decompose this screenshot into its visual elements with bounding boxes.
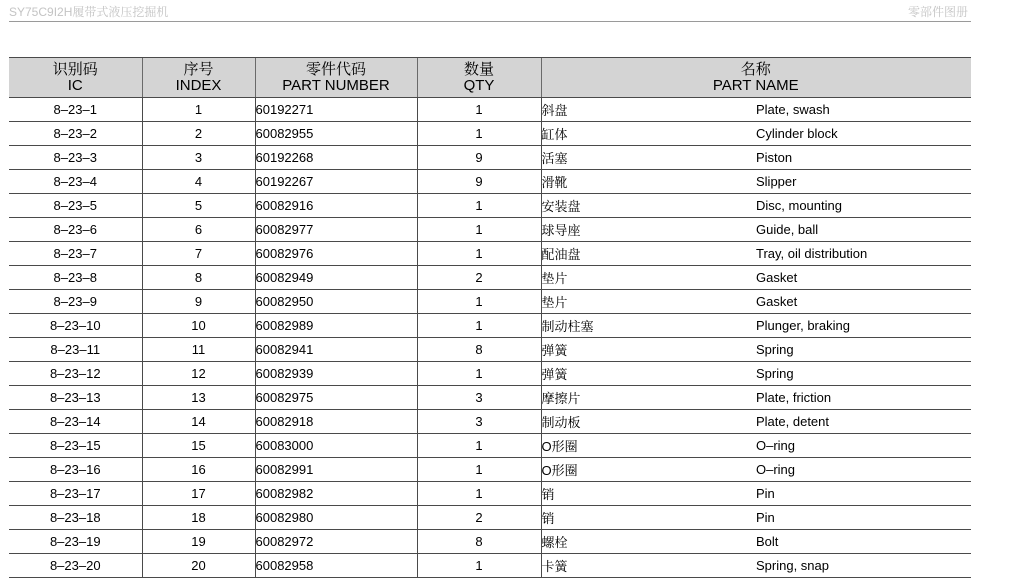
table-header-row: [9, 58, 971, 98]
cell-qty: 9: [417, 146, 541, 170]
cell-name-en: Plate, friction: [756, 386, 971, 410]
cell-name-cn: 垫片: [541, 266, 756, 290]
cell-name-cn: 弹簧: [541, 362, 756, 386]
cell-ic: 8–23–7: [9, 242, 142, 266]
cell-part-number: 60083000: [255, 434, 417, 458]
table-row: [9, 218, 971, 242]
cell-name-cn: 滑靴: [541, 170, 756, 194]
cell-part-number: 60082958: [255, 554, 417, 578]
header-part-number: [255, 58, 417, 98]
cell-qty: 1: [417, 218, 541, 242]
cell-qty: 8: [417, 530, 541, 554]
cell-name-cn: O形圈: [541, 434, 756, 458]
cell-name-cn: 活塞: [541, 146, 756, 170]
table-row: [9, 170, 971, 194]
parts-table-body: [9, 98, 971, 578]
cell-index: 11: [142, 338, 255, 362]
header-qty-en: QTY: [463, 76, 495, 94]
cell-index: 5: [142, 194, 255, 218]
cell-qty: 1: [417, 482, 541, 506]
cell-ic: 8–23–8: [9, 266, 142, 290]
header-rule: [9, 21, 971, 22]
cell-part-number: 60082977: [255, 218, 417, 242]
table-row: [9, 122, 971, 146]
header-part-name-cn: 名称: [740, 60, 771, 78]
cell-name-en: Gasket: [756, 266, 971, 290]
cell-ic: 8–23–19: [9, 530, 142, 554]
cell-part-number: 60082975: [255, 386, 417, 410]
cell-name-en: Plate, detent: [756, 410, 971, 434]
cell-name-en: Spring: [756, 362, 971, 386]
cell-name-cn: 配油盘: [541, 242, 756, 266]
cell-name-en: Slipper: [756, 170, 971, 194]
header-part-number-cn: 零件代码: [305, 60, 366, 78]
table-row: [9, 314, 971, 338]
table-row: [9, 506, 971, 530]
cell-index: 13: [142, 386, 255, 410]
parts-table: [9, 57, 971, 578]
cell-name-cn: O形圈: [541, 458, 756, 482]
table-row: [9, 98, 971, 122]
table-row: [9, 386, 971, 410]
cell-name-cn: 制动板: [541, 410, 756, 434]
cell-part-number: 60082982: [255, 482, 417, 506]
cell-name-en: Piston: [756, 146, 971, 170]
cell-index: 19: [142, 530, 255, 554]
table-row: [9, 458, 971, 482]
table-row: [9, 434, 971, 458]
cell-qty: 1: [417, 434, 541, 458]
table-row: [9, 146, 971, 170]
cell-name-cn: 安装盘: [541, 194, 756, 218]
cell-name-en: Plate, swash: [756, 98, 971, 122]
cell-qty: 8: [417, 338, 541, 362]
cell-qty: 2: [417, 506, 541, 530]
cell-index: 8: [142, 266, 255, 290]
cell-ic: 8–23–3: [9, 146, 142, 170]
cell-qty: 3: [417, 410, 541, 434]
cell-ic: 8–23–13: [9, 386, 142, 410]
cell-name-cn: 垫片: [541, 290, 756, 314]
cell-part-number: 60192267: [255, 170, 417, 194]
header-part-name-en: PART NAME: [712, 76, 799, 94]
cell-name-en: Spring: [756, 338, 971, 362]
cell-name-en: Plunger, braking: [756, 314, 971, 338]
cell-name-cn: 斜盘: [541, 98, 756, 122]
cell-index: 4: [142, 170, 255, 194]
header-ic-cn: 识别码: [52, 60, 98, 78]
cell-ic: 8–23–1: [9, 98, 142, 122]
cell-name-en: O–ring: [756, 434, 971, 458]
cell-name-en: Cylinder block: [756, 122, 971, 146]
cell-ic: 8–23–18: [9, 506, 142, 530]
table-row: [9, 290, 971, 314]
cell-part-number: 60192268: [255, 146, 417, 170]
cell-ic: 8–23–2: [9, 122, 142, 146]
cell-index: 1: [142, 98, 255, 122]
cell-name-en: Bolt: [756, 530, 971, 554]
cell-ic: 8–23–5: [9, 194, 142, 218]
cell-part-number: 60082941: [255, 338, 417, 362]
cell-name-en: Gasket: [756, 290, 971, 314]
cell-name-cn: 弹簧: [541, 338, 756, 362]
document-title: SY75C9I2H履带式液压挖掘机: [9, 5, 169, 19]
cell-qty: 1: [417, 194, 541, 218]
cell-index: 9: [142, 290, 255, 314]
cell-index: 15: [142, 434, 255, 458]
cell-name-en: Spring, snap: [756, 554, 971, 578]
cell-ic: 8–23–11: [9, 338, 142, 362]
cell-qty: 1: [417, 362, 541, 386]
cell-index: 10: [142, 314, 255, 338]
cell-name-en: Pin: [756, 506, 971, 530]
cell-qty: 3: [417, 386, 541, 410]
cell-name-en: Guide, ball: [756, 218, 971, 242]
cell-qty: 1: [417, 122, 541, 146]
cell-name-cn: 销: [541, 506, 756, 530]
header-index-cn: 序号: [183, 60, 214, 78]
header-ic: [9, 58, 142, 98]
header-part-name: [541, 58, 799, 98]
section-title: 零部件图册: [907, 5, 968, 19]
cell-qty: 1: [417, 98, 541, 122]
table-row: [9, 482, 971, 506]
cell-part-number: 60082989: [255, 314, 417, 338]
cell-index: 14: [142, 410, 255, 434]
cell-part-number: 60082949: [255, 266, 417, 290]
cell-part-number: 60082918: [255, 410, 417, 434]
cell-part-number: 60082916: [255, 194, 417, 218]
cell-ic: 8–23–6: [9, 218, 142, 242]
cell-part-number: 60082991: [255, 458, 417, 482]
cell-ic: 8–23–4: [9, 170, 142, 194]
cell-part-number: 60082955: [255, 122, 417, 146]
cell-index: 3: [142, 146, 255, 170]
header-index: [142, 58, 255, 98]
cell-name-cn: 制动柱塞: [541, 314, 756, 338]
cell-name-cn: 球导座: [541, 218, 756, 242]
cell-part-number: 60082980: [255, 506, 417, 530]
cell-name-cn: 螺栓: [541, 530, 756, 554]
table-row: [9, 242, 971, 266]
cell-qty: 1: [417, 458, 541, 482]
cell-index: 18: [142, 506, 255, 530]
cell-part-number: 60082976: [255, 242, 417, 266]
cell-index: 2: [142, 122, 255, 146]
table-row: [9, 266, 971, 290]
header-qty: [417, 58, 541, 98]
cell-ic: 8–23–20: [9, 554, 142, 578]
cell-index: 7: [142, 242, 255, 266]
cell-qty: 1: [417, 554, 541, 578]
header-ic-en: IC: [67, 76, 83, 94]
cell-ic: 8–23–15: [9, 434, 142, 458]
cell-ic: 8–23–16: [9, 458, 142, 482]
header-index-en: INDEX: [175, 76, 222, 94]
cell-ic: 8–23–14: [9, 410, 142, 434]
cell-name-cn: 缸体: [541, 122, 756, 146]
cell-qty: 1: [417, 314, 541, 338]
cell-ic: 8–23–17: [9, 482, 142, 506]
cell-qty: 9: [417, 170, 541, 194]
cell-index: 20: [142, 554, 255, 578]
cell-ic: 8–23–10: [9, 314, 142, 338]
cell-part-number: 60082950: [255, 290, 417, 314]
header-qty-cn: 数量: [463, 60, 494, 78]
cell-part-number: 60192271: [255, 98, 417, 122]
cell-part-number: 60082939: [255, 362, 417, 386]
header-part-number-en: PART NUMBER: [282, 76, 390, 94]
cell-index: 12: [142, 362, 255, 386]
cell-qty: 1: [417, 242, 541, 266]
cell-ic: 8–23–9: [9, 290, 142, 314]
table-row: [9, 410, 971, 434]
cell-qty: 2: [417, 266, 541, 290]
table-row: [9, 362, 971, 386]
table-row: [9, 530, 971, 554]
cell-name-cn: 销: [541, 482, 756, 506]
cell-name-en: Pin: [756, 482, 971, 506]
table-row: [9, 338, 971, 362]
cell-index: 16: [142, 458, 255, 482]
cell-name-cn: 摩擦片: [541, 386, 756, 410]
cell-index: 17: [142, 482, 255, 506]
table-row: [9, 194, 971, 218]
cell-name-en: Disc, mounting: [756, 194, 971, 218]
cell-part-number: 60082972: [255, 530, 417, 554]
cell-name-en: Tray, oil distribution: [756, 242, 971, 266]
cell-ic: 8–23–12: [9, 362, 142, 386]
cell-name-cn: 卡簧: [541, 554, 756, 578]
cell-qty: 1: [417, 290, 541, 314]
cell-index: 6: [142, 218, 255, 242]
cell-name-en: O–ring: [756, 458, 971, 482]
